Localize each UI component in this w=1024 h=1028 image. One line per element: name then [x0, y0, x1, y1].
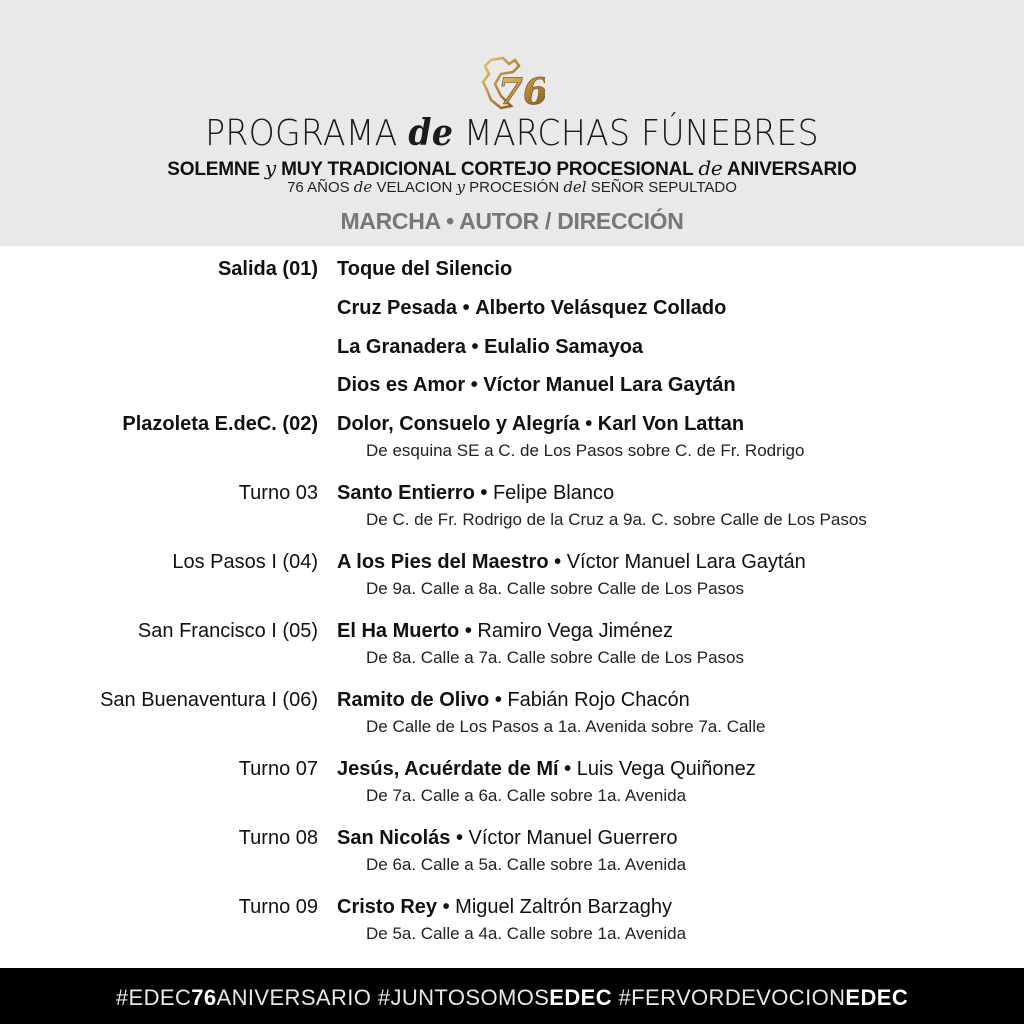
separator-dot: • — [554, 551, 562, 573]
hashtag-bold: 76 — [191, 985, 217, 1010]
subtitle2-part2: VELACION — [376, 179, 453, 196]
hashtag-text: #JUNTOSOMOS — [377, 985, 550, 1010]
separator-dot: • — [480, 482, 488, 504]
subtitle-connector1: y — [264, 156, 277, 180]
row-march — [337, 758, 756, 781]
row-march — [337, 297, 726, 320]
hashtag-text: ANIVERSARIO — [216, 985, 372, 1010]
march-name: La Granadera — [337, 336, 466, 358]
separator-dot: • — [442, 896, 450, 918]
separator-dot: • — [470, 374, 478, 396]
row-location: Salida (01) — [217, 258, 318, 280]
march-name: Jesús, Acuérdate de Mí — [337, 758, 559, 780]
march-name: Dolor, Consuelo y Alegría — [337, 413, 580, 435]
row-route: De 7a. Calle a 6a. Calle sobre 1a. Avenida — [366, 786, 687, 805]
row-location: Turno 09 — [238, 896, 318, 918]
hashtag-text: #FERVORDEVOCION — [618, 985, 846, 1010]
separator-dot: • — [471, 336, 479, 358]
row-location: Los Pasos I (04) — [172, 551, 318, 573]
subtitle2-part1: 76 AÑOS — [287, 179, 350, 196]
row-route: De 9a. Calle a 8a. Calle sobre Calle de Los Pasos — [366, 579, 744, 598]
separator-dot: • — [585, 413, 593, 435]
march-name: San Nicolás — [337, 827, 451, 849]
march-author: Víctor Manuel Lara Gaytán — [566, 551, 806, 573]
subtitle2-connector3: del — [563, 178, 587, 196]
subtitle-part2: MUY TRADICIONAL CORTEJO PROCESIONAL — [281, 159, 694, 180]
anniversary-76-logo-icon — [479, 54, 545, 112]
march-author: Luis Vega Quiñonez — [576, 758, 756, 780]
title-part1: PROGRAMA — [205, 113, 398, 154]
subtitle-connector2: de — [698, 156, 723, 180]
row-march — [337, 689, 690, 712]
march-name: Santo Entierro — [337, 482, 475, 504]
march-author: Miguel Zaltrón Barzaghy — [455, 896, 672, 918]
row-location: Plazoleta E.deC. (02) — [122, 413, 318, 435]
separator-dot: • — [464, 620, 472, 642]
row-location: Turno 07 — [238, 758, 318, 780]
title-connector: de — [408, 112, 454, 154]
subtitle2-part4: SEÑOR SEPULTADO — [590, 179, 737, 196]
row-march — [337, 413, 744, 436]
row-march — [337, 551, 806, 574]
separator-dot: • — [462, 297, 470, 319]
row-march — [337, 896, 672, 919]
march-name: Ramito de Olivo — [337, 689, 490, 711]
hashtag-footer — [0, 968, 1024, 1024]
march-author: Víctor Manuel Lara Gaytán — [483, 374, 736, 396]
row-march — [337, 336, 643, 359]
row-route: De 8a. Calle a 7a. Calle sobre Calle de Los Pasos — [366, 648, 744, 667]
row-route: De 6a. Calle a 5a. Calle sobre 1a. Avenida — [366, 855, 687, 874]
march-name: Cruz Pesada — [337, 297, 458, 319]
separator-dot: • — [494, 689, 502, 711]
subtitle-part3: ANIVERSARIO — [726, 159, 857, 180]
row-route: De C. de Fr. Rodrigo de la Cruz a 9a. C. sobre Calle de Los Pasos — [366, 510, 867, 529]
column-header: MARCHA • AUTOR / DIRECCIÓN — [340, 208, 684, 234]
separator-dot: • — [564, 758, 572, 780]
subtitle2-connector1: de — [353, 178, 373, 196]
march-author: Felipe Blanco — [492, 482, 615, 504]
march-author: Eulalio Samayoa — [484, 336, 644, 358]
row-march — [337, 374, 736, 397]
march-name: Toque del Silencio — [337, 258, 513, 280]
march-name: A los Pies del Maestro — [337, 551, 549, 573]
march-author: Alberto Velásquez Collado — [475, 297, 727, 319]
row-location: Turno 08 — [238, 827, 318, 849]
march-name: Dios es Amor — [337, 374, 466, 396]
hashtag-text: #EDEC — [115, 985, 192, 1010]
subtitle-part1: SOLEMNE — [167, 159, 260, 180]
page-title — [41, 112, 983, 154]
row-route: De esquina SE a C. de Los Pasos sobre C. de Fr. Rodrigo — [366, 441, 805, 460]
row-march — [337, 620, 673, 643]
row-march — [337, 258, 512, 281]
row-location: San Francisco I (05) — [137, 620, 318, 642]
hashtag-bold: EDEC — [845, 985, 909, 1010]
title-part2: MARCHAS FÚNEBRES — [464, 113, 819, 154]
march-name: Cristo Rey — [337, 896, 438, 918]
march-author: Fabián Rojo Chacón — [507, 689, 690, 711]
hashtag-bold: EDEC — [549, 985, 613, 1010]
subtitle2-connector2: y — [456, 178, 465, 196]
row-location: San Buenaventura I (06) — [100, 689, 318, 711]
march-author: Víctor Manuel Guerrero — [468, 827, 678, 849]
march-name: El Ha Muerto — [337, 620, 460, 642]
subtitle2-part3: PROCESIÓN — [469, 179, 560, 196]
row-location: Turno 03 — [238, 482, 318, 504]
header-banner — [0, 0, 1024, 246]
svg-text:76: 76 — [498, 71, 545, 112]
separator-dot: • — [455, 827, 463, 849]
subtitle-secondary — [0, 178, 1024, 196]
hashtag-edec76aniversario — [116, 985, 371, 1010]
row-route: De 5a. Calle a 4a. Calle sobre 1a. Avenida — [366, 924, 687, 943]
march-author: Karl Von Lattan — [597, 413, 745, 435]
row-march — [337, 482, 614, 505]
row-route: De Calle de Los Pasos a 1a. Avenida sobre 7a. Calle — [366, 717, 766, 736]
march-author: Ramiro Vega Jiménez — [477, 620, 674, 642]
row-march — [337, 827, 678, 850]
hashtag-fervordevocionedec — [619, 985, 909, 1010]
hashtag-juntosomosedec — [378, 985, 612, 1010]
